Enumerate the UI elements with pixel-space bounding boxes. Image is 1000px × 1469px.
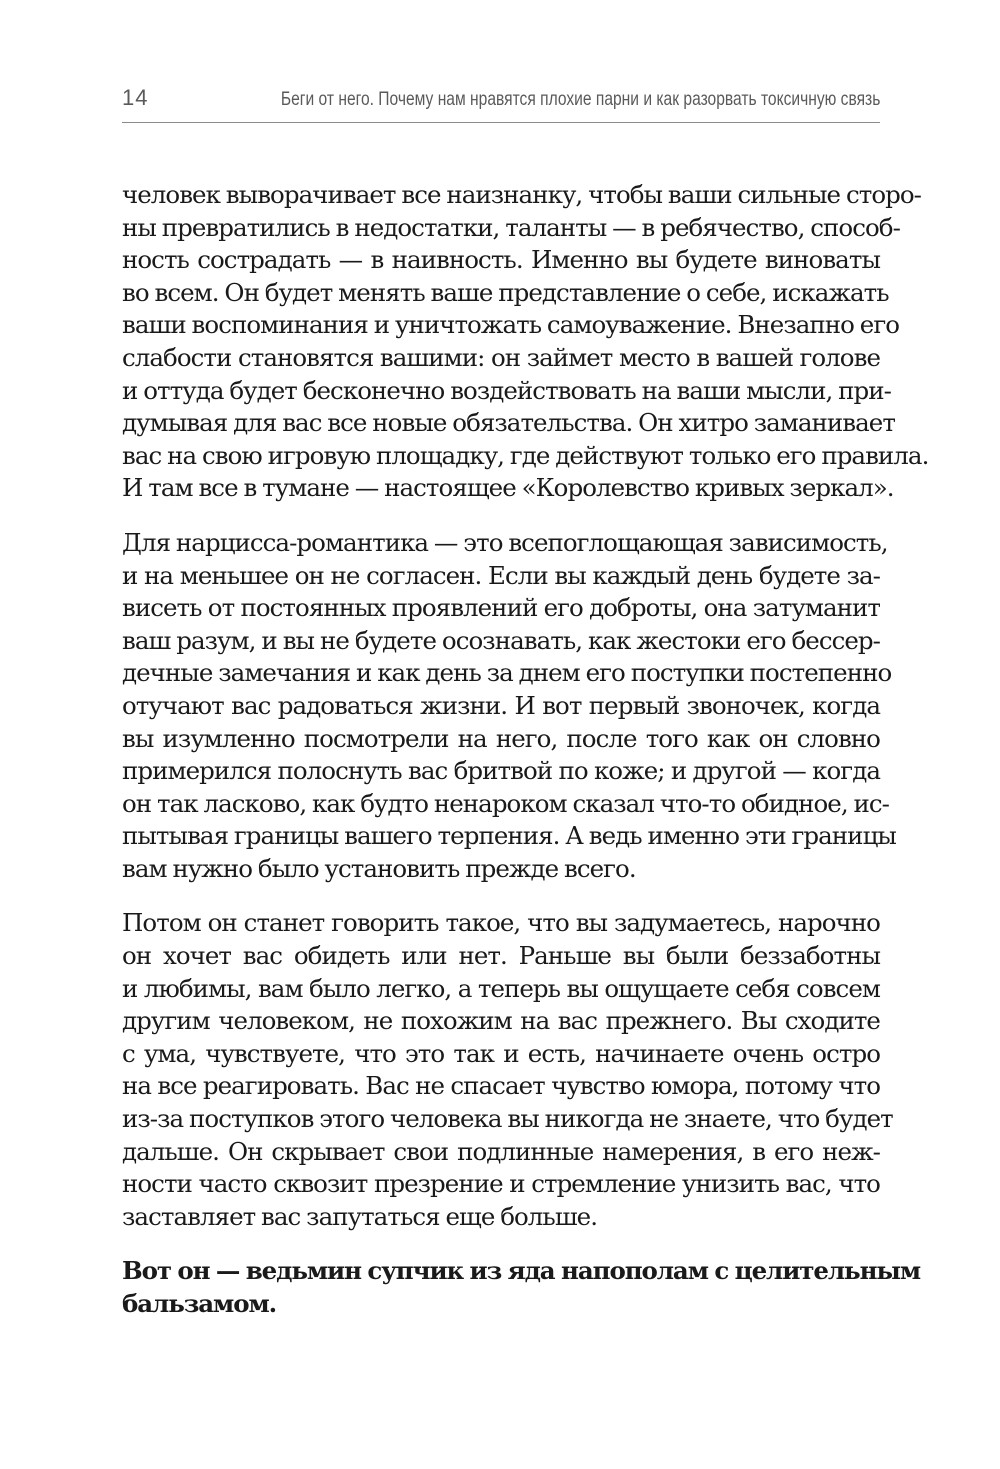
text-line: дечные замечания и как день за днем его поступки постепенно [122, 658, 892, 688]
text-line: ность сострадать — в наивность. Именно вы будете виноваты [122, 245, 880, 275]
paragraph-3 [122, 907, 893, 1233]
text-line: он так ласково, как будто ненароком сказал что-то обидное, ис- [122, 788, 890, 818]
paragraph-1 [122, 179, 929, 505]
text-line: думывая для вас все новые обязательства. Он хитро заманивает [122, 408, 895, 438]
text-line: пытывая границы вашего терпения. А ведь именно эти границы [122, 821, 896, 851]
book-title: Беги от него. Почему нам нравятся плохие парни и как разорвать токсичную связь [280, 88, 880, 110]
paragraph-2 [122, 527, 896, 886]
text-line: вас на свою игровую площадку, где действуют только его правила. [122, 440, 929, 470]
text-line: ваши воспоминания и уничтожать самоуважение. Внезапно его [122, 310, 900, 340]
page-number: 14 [122, 85, 149, 110]
text-line: бальзамом. [122, 1289, 277, 1318]
text-line: и на меньшее он не согласен. Если вы каждый день будете за- [122, 560, 880, 590]
text-line: заставляет вас запутаться еще больше. [122, 1201, 598, 1231]
text-line: Для нарцисса-романтика — это всепоглощающая зависимость, [122, 527, 888, 557]
text-line: И там все в тумане — настоящее «Королевство кривых зеркал». [122, 473, 894, 503]
text-line: и оттуда будет бесконечно воздействовать на ваши мысли, при- [122, 375, 891, 405]
text-line: висеть от постоянных проявлений его доброты, она затуманит [122, 593, 880, 623]
text-line: Потом он станет говорить такое, что вы задумаетесь, нарочно [122, 908, 880, 938]
text-line: на все реагировать. Вас не спасает чувство юмора, потому что [122, 1071, 880, 1101]
body-text [122, 179, 929, 1343]
text-line: примерился полоснуть вас бритвой по коже; и другой — когда [122, 756, 880, 786]
text-line: и любимы, вам было легко, а теперь вы ощущаете себя совсем [122, 973, 880, 1003]
text-line: он хочет вас обидеть или нет. Раньше вы были беззаботны [122, 941, 880, 971]
text-line: ности часто сквозит презрение и стремление унизить вас, что [122, 1169, 880, 1199]
paragraph-4-bold [122, 1255, 921, 1320]
text-line: дальше. Он скрывает свои подлинные намерения, в его неж- [122, 1136, 880, 1166]
text-line: отучают вас радоваться жизни. И вот первый звоночек, когда [122, 690, 880, 720]
text-line: человек выворачивает все наизнанку, чтобы ваши сильные сторо- [122, 180, 921, 209]
text-line: ны превратились в недостатки, таланты — в ребячество, способ- [122, 212, 900, 242]
text-line: с ума, чувствуете, что это так и есть, начинаете очень остро [122, 1038, 880, 1068]
text-line: во всем. Он будет менять ваше представление о себе, искажать [122, 277, 889, 307]
text-line: другим человеком, не похожим на вас прежнего. Вы сходите [122, 1006, 880, 1036]
text-line: слабости становятся вашими: он займет место в вашей голове [122, 342, 880, 372]
header-divider [122, 122, 880, 123]
text-line: ваш разум, и вы не будете осознавать, как жестоки его бессер- [122, 625, 880, 655]
text-line: вам нужно было установить прежде всего. [122, 853, 636, 883]
running-header [122, 84, 880, 114]
text-line: вы изумленно посмотрели на него, после того как он словно [122, 723, 880, 753]
text-line: из-за поступков этого человека вы никогда не знаете, что будет [122, 1104, 893, 1134]
text-line: Вот он — ведьмин супчик из яда напополам с целительным [122, 1256, 921, 1286]
